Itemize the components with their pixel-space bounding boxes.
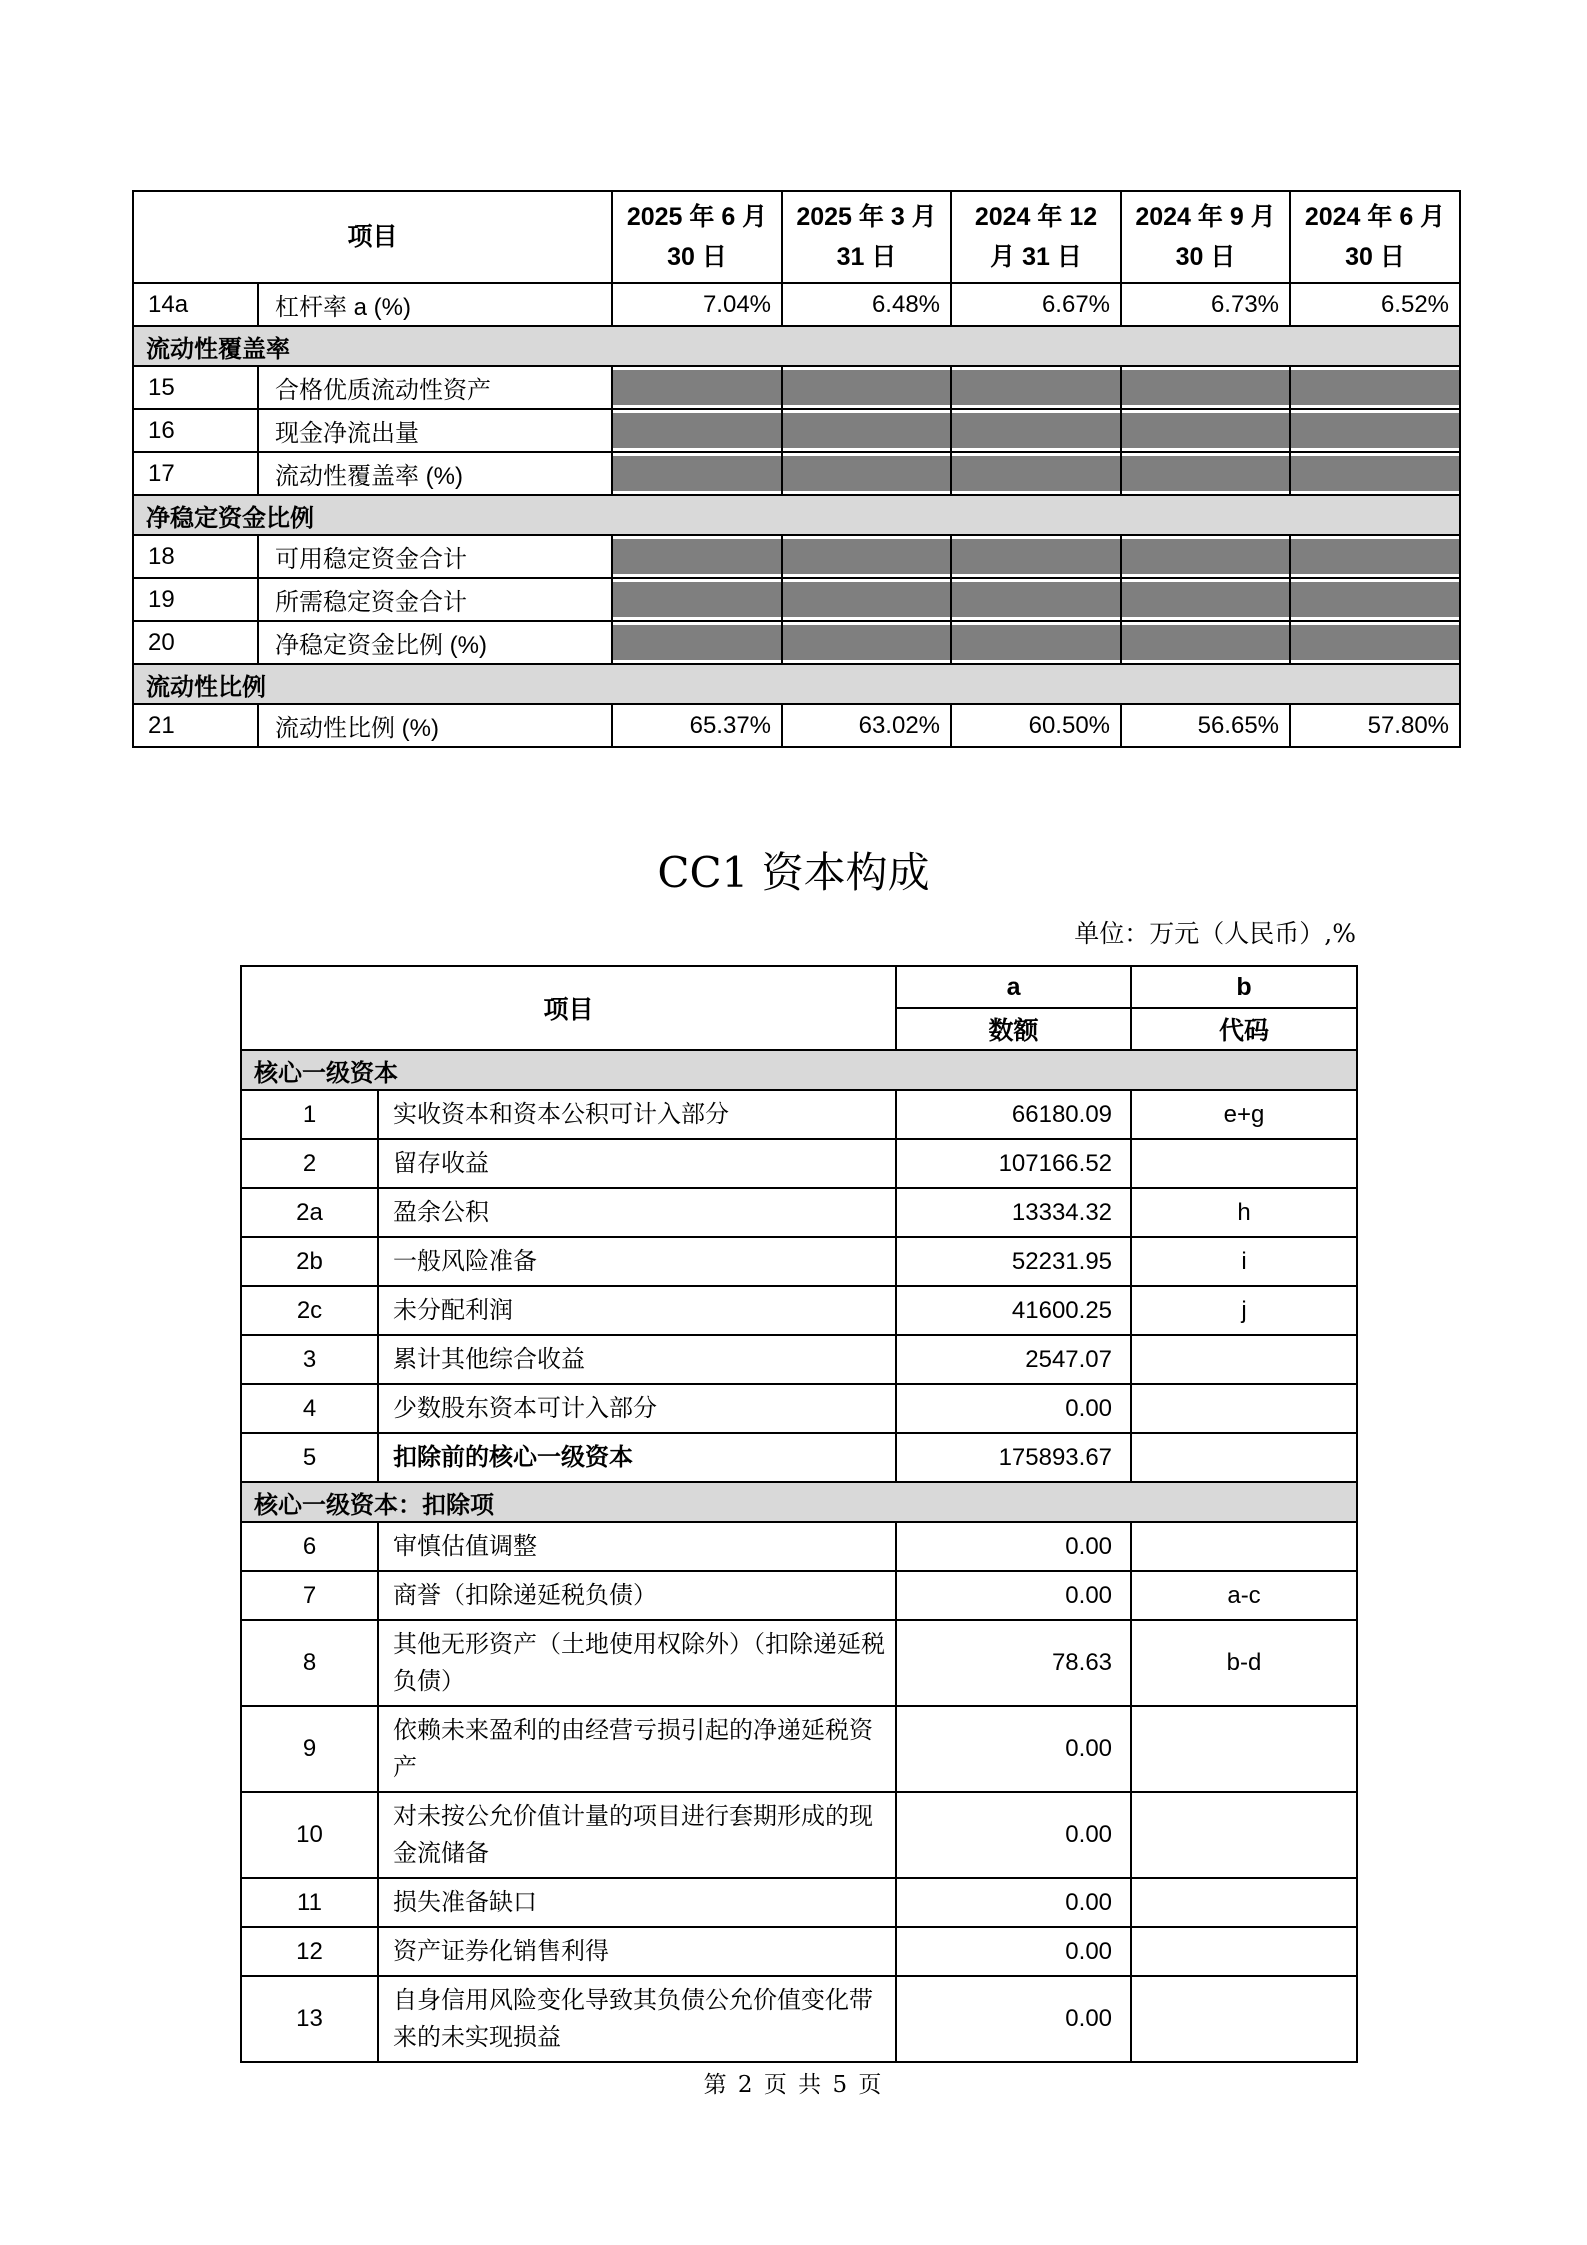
section-row: [241, 1050, 1357, 1090]
row-label: 一般风险准备: [378, 1237, 896, 1286]
empty-value-cell: [951, 366, 1121, 409]
row-number: 13: [241, 1976, 378, 2062]
row-number: 14a: [133, 283, 258, 326]
section-label: 核心一级资本：扣除项: [241, 1482, 1357, 1522]
amount-value: 41600.25: [896, 1286, 1131, 1335]
empty-value-cell: [951, 452, 1121, 495]
gray-fill: [783, 456, 950, 491]
value-cell: 6.73%: [1121, 283, 1290, 326]
row-label: 留存收益: [378, 1139, 896, 1188]
table-row: [133, 578, 1460, 621]
code-value: e+g: [1131, 1090, 1357, 1139]
gray-fill: [613, 370, 781, 405]
section-label: 流动性比例: [133, 664, 1460, 704]
section-label: 流动性覆盖率: [133, 326, 1460, 366]
gray-fill: [952, 539, 1120, 574]
row-label: 扣除前的核心一级资本: [378, 1433, 896, 1482]
row-label: 资产证券化销售利得: [378, 1927, 896, 1976]
code-value: [1131, 1878, 1357, 1927]
gray-fill: [613, 582, 781, 617]
table1-date-header-4: [1290, 191, 1460, 283]
gray-fill: [952, 625, 1120, 660]
row-number: 16: [133, 409, 258, 452]
cc1-capital-table: [240, 965, 1358, 2063]
page-number: 第 2 页 共 5 页: [703, 2072, 884, 2098]
table-row: [241, 1792, 1357, 1878]
row-label: 自身信用风险变化导致其负债公允价值变化带来的未实现损益: [378, 1976, 896, 2062]
empty-value-cell: [612, 409, 782, 452]
gray-fill: [613, 625, 781, 660]
gray-fill: [1291, 625, 1459, 660]
value-cell: 57.80%: [1290, 704, 1460, 747]
code-value: [1131, 1706, 1357, 1792]
empty-value-cell: [782, 452, 951, 495]
gray-fill: [783, 539, 950, 574]
gray-fill: [1291, 370, 1459, 405]
gray-fill: [1122, 413, 1289, 448]
table2-code-header: 代码: [1131, 1008, 1357, 1050]
table-row: [241, 1522, 1357, 1571]
row-number: 8: [241, 1620, 378, 1706]
gray-fill: [952, 582, 1120, 617]
row-number: 4: [241, 1384, 378, 1433]
gray-fill: [1291, 582, 1459, 617]
table2-col-b-header: b: [1131, 966, 1357, 1008]
empty-value-cell: [612, 452, 782, 495]
row-number: 12: [241, 1927, 378, 1976]
row-number: 1: [241, 1090, 378, 1139]
amount-value: 0.00: [896, 1571, 1131, 1620]
gray-fill: [1122, 456, 1289, 491]
row-number: 2b: [241, 1237, 378, 1286]
amount-value: 78.63: [896, 1620, 1131, 1706]
value-cell: 60.50%: [951, 704, 1121, 747]
gray-fill: [783, 370, 950, 405]
empty-value-cell: [612, 578, 782, 621]
amount-value: 0.00: [896, 1706, 1131, 1792]
row-number: 7: [241, 1571, 378, 1620]
table-row: [241, 1878, 1357, 1927]
row-label: 依赖未来盈利的由经营亏损引起的净递延税资产: [378, 1706, 896, 1792]
code-value: b-d: [1131, 1620, 1357, 1706]
amount-value: 0.00: [896, 1384, 1131, 1433]
row-number: 6: [241, 1522, 378, 1571]
amount-value: 2547.07: [896, 1335, 1131, 1384]
row-number: 11: [241, 1878, 378, 1927]
section-row: [133, 326, 1460, 366]
amount-value: 52231.95: [896, 1237, 1131, 1286]
gray-fill: [952, 370, 1120, 405]
code-value: [1131, 1976, 1357, 2062]
row-label: 未分配利润: [378, 1286, 896, 1335]
table2-amount-header: 数额: [896, 1008, 1131, 1050]
table-row: [241, 1620, 1357, 1706]
section-row: [133, 495, 1460, 535]
row-label: 流动性覆盖率 (%): [258, 452, 612, 495]
row-label: 所需稳定资金合计: [258, 578, 612, 621]
amount-value: 107166.52: [896, 1139, 1131, 1188]
gray-fill: [613, 456, 781, 491]
value-cell: 65.37%: [612, 704, 782, 747]
table-row: [241, 1237, 1357, 1286]
row-label: 对未按公允价值计量的项目进行套期形成的现金流储备: [378, 1792, 896, 1878]
empty-value-cell: [612, 366, 782, 409]
gray-fill: [613, 413, 781, 448]
table-row: [133, 409, 1460, 452]
table-row: [241, 1706, 1357, 1792]
date-line: 2024 年 12: [974, 203, 1098, 231]
row-number: 2a: [241, 1188, 378, 1237]
row-label: 审慎估值调整: [378, 1522, 896, 1571]
code-value: [1131, 1522, 1357, 1571]
empty-value-cell: [951, 409, 1121, 452]
gray-fill: [783, 413, 950, 448]
table-row: [133, 283, 1460, 326]
gray-fill: [783, 625, 950, 660]
empty-value-cell: [782, 535, 951, 578]
gray-fill: [783, 582, 950, 617]
row-label: 盈余公积: [378, 1188, 896, 1237]
row-number: 10: [241, 1792, 378, 1878]
section-row: [241, 1482, 1357, 1522]
cc1-table-title: CC1 资本构成: [657, 848, 930, 897]
value-cell: 7.04%: [612, 283, 782, 326]
table-row: [133, 452, 1460, 495]
gray-fill: [1291, 539, 1459, 574]
amount-value: 0.00: [896, 1976, 1131, 2062]
amount-value: 0.00: [896, 1927, 1131, 1976]
table-row: [241, 1139, 1357, 1188]
date-line: 月 31 日: [990, 243, 1082, 271]
empty-value-cell: [782, 409, 951, 452]
row-number: 18: [133, 535, 258, 578]
amount-value: 13334.32: [896, 1188, 1131, 1237]
gray-fill: [952, 413, 1120, 448]
value-cell: 6.52%: [1290, 283, 1460, 326]
empty-value-cell: [1290, 366, 1460, 409]
section-label: 净稳定资金比例: [133, 495, 1460, 535]
amount-value: 175893.67: [896, 1433, 1131, 1482]
empty-value-cell: [612, 621, 782, 664]
value-cell: 56.65%: [1121, 704, 1290, 747]
date-line: 2025 年 3 月: [796, 203, 937, 231]
empty-value-cell: [1121, 409, 1290, 452]
gray-fill: [1122, 539, 1289, 574]
liquidity-metrics-table: [132, 190, 1461, 748]
date-line: 2024 年 6 月: [1304, 203, 1446, 231]
gray-fill: [1122, 625, 1289, 660]
gray-fill: [1291, 413, 1459, 448]
empty-value-cell: [1121, 452, 1290, 495]
section-row: [133, 664, 1460, 704]
table-row: [241, 1433, 1357, 1482]
code-value: [1131, 1927, 1357, 1976]
row-number: 15: [133, 366, 258, 409]
table1-date-header-0: [612, 191, 782, 283]
table-row: [133, 621, 1460, 664]
value-cell: 63.02%: [782, 704, 951, 747]
row-label: 少数股东资本可计入部分: [378, 1384, 896, 1433]
table1-date-header-1: [782, 191, 951, 283]
row-number: 21: [133, 704, 258, 747]
table-row: [133, 535, 1460, 578]
row-label: 净稳定资金比例 (%): [258, 621, 612, 664]
value-cell: 6.48%: [782, 283, 951, 326]
empty-value-cell: [951, 621, 1121, 664]
row-number: 17: [133, 452, 258, 495]
unit-note: 单位：万元（人民币）,%: [1074, 919, 1356, 948]
row-label: 杠杆率 a (%): [258, 283, 612, 326]
empty-value-cell: [1290, 621, 1460, 664]
amount-value: 0.00: [896, 1792, 1131, 1878]
table2-item-header: 项目: [241, 966, 896, 1050]
date-line: 31 日: [836, 243, 897, 271]
code-value: j: [1131, 1286, 1357, 1335]
table1-date-header-2: [951, 191, 1121, 283]
row-label: 实收资本和资本公积可计入部分: [378, 1090, 896, 1139]
row-label: 损失准备缺口: [378, 1878, 896, 1927]
empty-value-cell: [612, 535, 782, 578]
date-line: 30 日: [1345, 243, 1405, 271]
table1-date-header-3: [1121, 191, 1290, 283]
code-value: a-c: [1131, 1571, 1357, 1620]
table-row: [133, 704, 1460, 747]
gray-fill: [613, 539, 781, 574]
empty-value-cell: [951, 578, 1121, 621]
empty-value-cell: [1290, 535, 1460, 578]
empty-value-cell: [1290, 578, 1460, 621]
amount-value: 66180.09: [896, 1090, 1131, 1139]
amount-value: 0.00: [896, 1522, 1131, 1571]
row-label: 现金净流出量: [258, 409, 612, 452]
gray-fill: [952, 456, 1120, 491]
row-label: 累计其他综合收益: [378, 1335, 896, 1384]
date-line: 30 日: [667, 243, 727, 271]
table-row: [241, 1090, 1357, 1139]
table-row: [241, 1188, 1357, 1237]
table1-item-header: 项目: [133, 191, 612, 283]
row-number: 2: [241, 1139, 378, 1188]
row-label: 流动性比例 (%): [258, 704, 612, 747]
table-row: [241, 1335, 1357, 1384]
empty-value-cell: [1121, 535, 1290, 578]
empty-value-cell: [1290, 409, 1460, 452]
table-row: [241, 1384, 1357, 1433]
amount-value: 0.00: [896, 1878, 1131, 1927]
row-number: 9: [241, 1706, 378, 1792]
code-value: [1131, 1792, 1357, 1878]
table2-col-a-header: a: [896, 966, 1131, 1008]
empty-value-cell: [782, 366, 951, 409]
empty-value-cell: [782, 621, 951, 664]
row-number: 2c: [241, 1286, 378, 1335]
table-row: [241, 1927, 1357, 1976]
gray-fill: [1291, 456, 1459, 491]
row-number: 5: [241, 1433, 378, 1482]
section-label: 核心一级资本: [241, 1050, 1357, 1090]
date-line: 30 日: [1175, 243, 1236, 271]
table1-header-row: [133, 191, 1460, 283]
table-row: [241, 1286, 1357, 1335]
empty-value-cell: [1290, 452, 1460, 495]
row-label: 其他无形资产（土地使用权除外）（扣除递延税负债）: [378, 1620, 896, 1706]
table2-header-row-1: [241, 966, 1357, 1008]
table-row: [241, 1571, 1357, 1620]
gray-fill: [1122, 370, 1289, 405]
date-line: 2024 年 9 月: [1135, 203, 1276, 231]
table-row: [241, 1976, 1357, 2062]
empty-value-cell: [1121, 621, 1290, 664]
row-number: 19: [133, 578, 258, 621]
empty-value-cell: [951, 535, 1121, 578]
empty-value-cell: [1121, 366, 1290, 409]
code-value: [1131, 1335, 1357, 1384]
row-label: 商誉（扣除递延税负债）: [378, 1571, 896, 1620]
gray-fill: [1122, 582, 1289, 617]
row-label: 可用稳定资金合计: [258, 535, 612, 578]
code-value: [1131, 1433, 1357, 1482]
table-row: [133, 366, 1460, 409]
row-number: 3: [241, 1335, 378, 1384]
date-line: 2025 年 6 月: [626, 203, 768, 231]
empty-value-cell: [782, 578, 951, 621]
code-value: [1131, 1384, 1357, 1433]
empty-value-cell: [1121, 578, 1290, 621]
row-label: 合格优质流动性资产: [258, 366, 612, 409]
value-cell: 6.67%: [951, 283, 1121, 326]
code-value: h: [1131, 1188, 1357, 1237]
code-value: i: [1131, 1237, 1357, 1286]
row-number: 20: [133, 621, 258, 664]
code-value: [1131, 1139, 1357, 1188]
